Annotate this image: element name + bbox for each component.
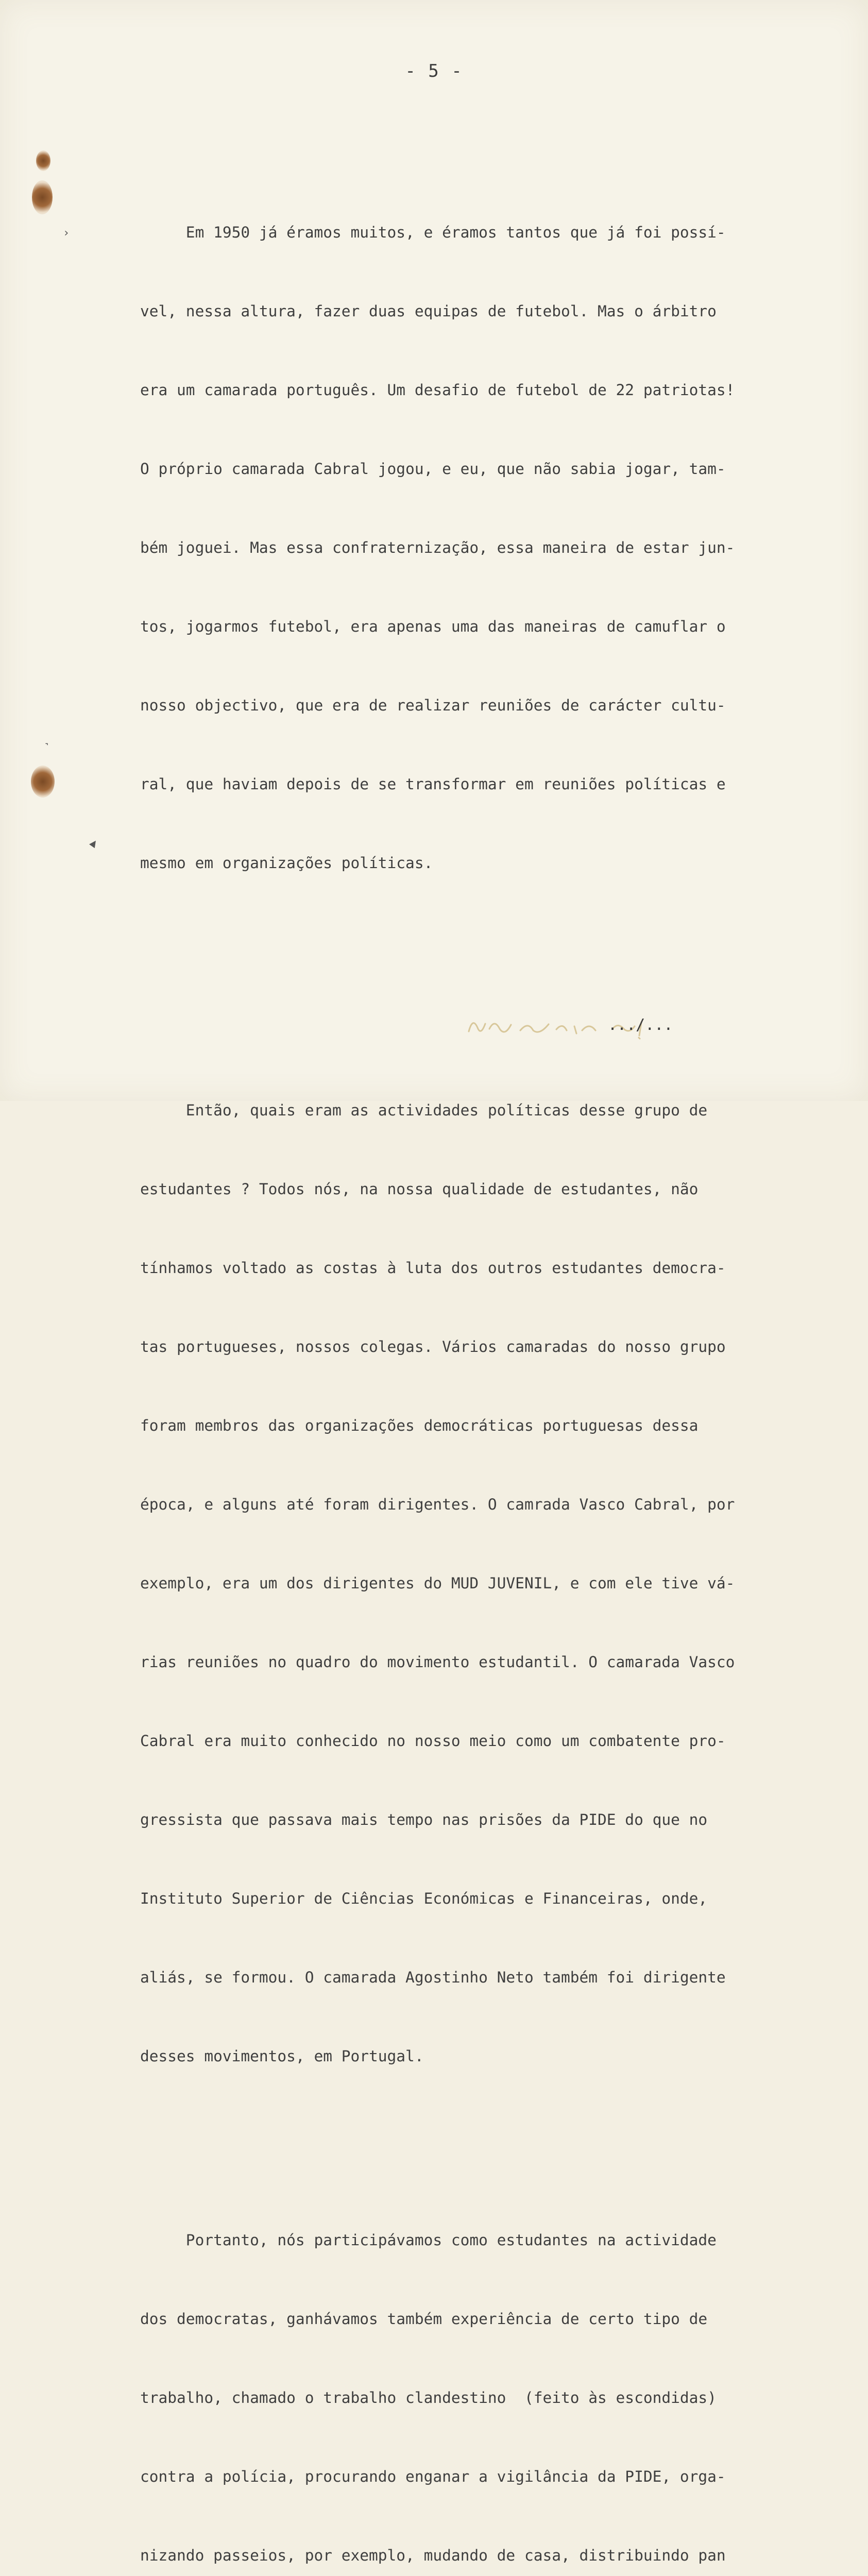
typewritten-body	[140, 114, 836, 2576]
text-line: estudantes ? Todos nós, na nossa qualidade de estudantes, não	[140, 1180, 699, 1198]
text-line: gressista que passava mais tempo nas prisões da PIDE do que no	[140, 1811, 708, 1828]
text-line: mesmo em organizações políticas.	[140, 854, 433, 872]
text-line: Cabral era muito conhecido no nosso meio como um combatente pro-	[140, 1732, 726, 1750]
text-line: dos democratas, ganhávamos também experiência de certo tipo de	[140, 2310, 708, 2328]
binder-hole-upper	[32, 180, 53, 214]
paragraph-1	[140, 167, 836, 929]
paragraph-3	[140, 2175, 836, 2576]
text-line: aliás, se formou. O camarada Agostinho Neto também foi dirigente	[140, 1969, 726, 1986]
text-line: tos, jogarmos futebol, era apenas uma das maneiras de camuflar o	[140, 618, 726, 635]
text-line: tínhamos voltado as costas à luta dos outros estudantes democra-	[140, 1259, 726, 1277]
text-line: trabalho, chamado o trabalho clandestino (feito às escondidas)	[140, 2389, 717, 2406]
text-line: ral, que haviam depois de se transformar em reuniões políticas e	[140, 775, 726, 793]
text-line: rias reuniões no quadro do movimento estudantil. O camarada Vasco	[140, 1653, 735, 1671]
text-line: vel, nessa altura, fazer duas equipas de futebol. Mas o árbitro	[140, 302, 717, 320]
text-line: nosso objectivo, que era de realizar reuniões de carácter cultu-	[140, 697, 726, 714]
text-line: Em 1950 já éramos muitos, e éramos tantos que já foi possí-	[140, 224, 726, 241]
text-line: era um camarada português. Um desafio de futebol de 22 patriotas!	[140, 381, 735, 399]
text-line: época, e alguns até foram dirigentes. O camrada Vasco Cabral, por	[140, 1496, 735, 1513]
margin-mark: ›	[63, 227, 70, 240]
binder-hole-lower	[31, 766, 55, 798]
text-line: Então, quais eram as actividades políticas desse grupo de	[140, 1101, 708, 1119]
text-line: tas portugueses, nossos colegas. Vários camaradas do nosso grupo	[140, 1338, 726, 1355]
text-line: O próprio camarada Cabral jogou, e eu, que não sabia jogar, tam-	[140, 460, 726, 478]
text-line: exemplo, era um dos dirigentes do MUD JUVENIL, e com ele tive vá-	[140, 1574, 735, 1592]
text-line: Instituto Superior de Ciências Económicas e Financeiras, onde,	[140, 1890, 708, 1907]
continuation-mark: .../...	[608, 1016, 673, 1034]
text-line: foram membros das organizações democráticas portuguesas dessa	[140, 1417, 699, 1434]
paragraph-2	[140, 1045, 836, 2122]
handwritten-annotation	[464, 1011, 721, 1042]
text-line: desses movimentos, em Portugal.	[140, 2047, 424, 2065]
text-line: nizando passeios, por exemplo, mudando de casa, distribuindo pan	[140, 2547, 726, 2564]
page-number: - 5 -	[405, 61, 463, 81]
text-line: bém joguei. Mas essa confraternização, essa maneira de estar jun-	[140, 539, 735, 556]
text-line: contra a polícia, procurando enganar a vigilância da PIDE, orga-	[140, 2468, 726, 2485]
margin-mark: ˺	[43, 742, 50, 755]
binder-hole-top	[36, 150, 50, 171]
text-line: Portanto, nós participávamos como estudantes na actividade	[140, 2231, 717, 2249]
paragraph-gap	[140, 981, 836, 992]
margin-mark: ▲	[88, 836, 101, 851]
